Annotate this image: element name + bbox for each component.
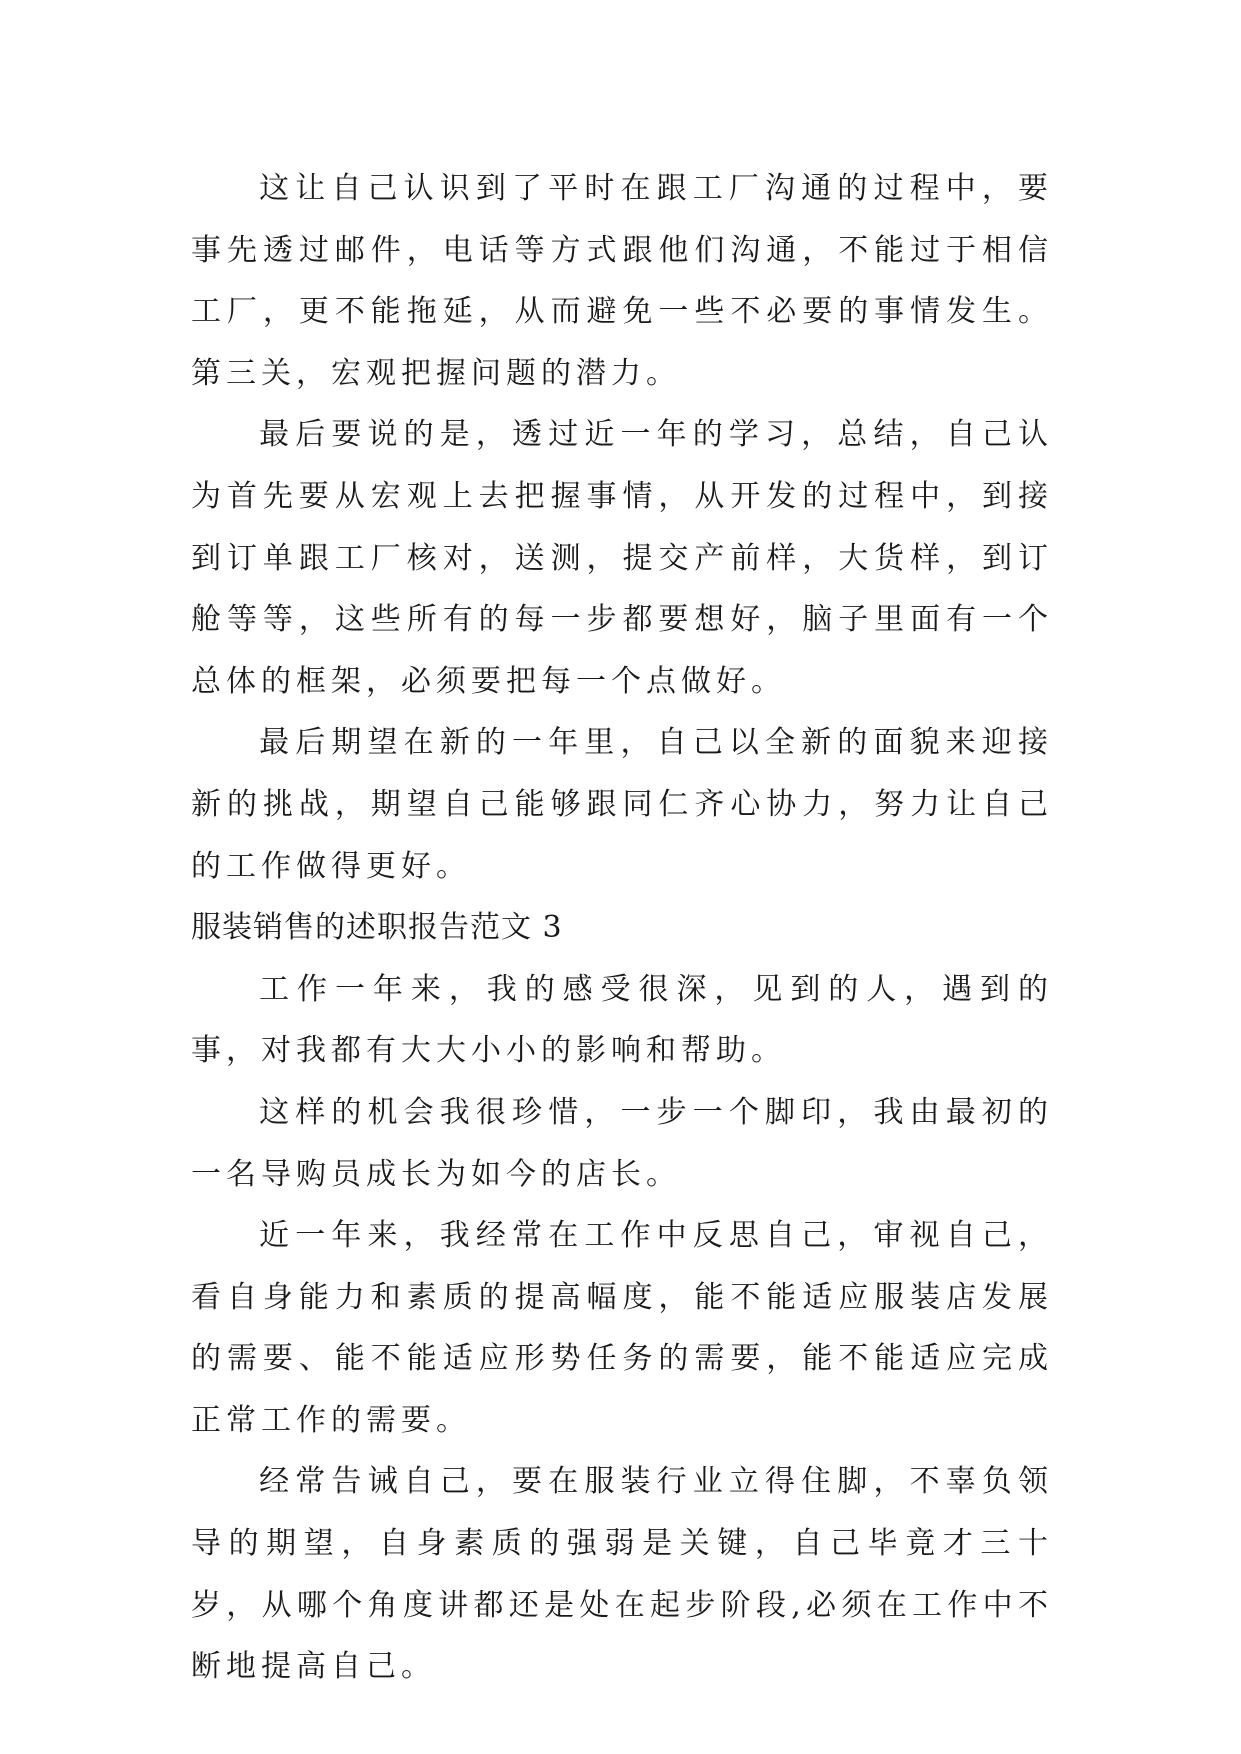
- paragraph-1: 这让自己认识到了平时在跟工厂沟通的过程中，要事先透过邮件，电话等方式跟他们沟通，不能过于相信工厂，更不能拖延，从而避免一些不必要的事情发生。第三关，宏观把握问题的潜力。: [191, 171, 1053, 391]
- paragraph-3: 最后期望在新的一年里，自己以全新的面貌来迎接新的挑战，期望自己能够跟同仁齐心协力，努力让自己的工作做得更好。: [191, 725, 1053, 884]
- paragraph-6: 近一年来，我经常在工作中反思自己，审视自己，看自身能力和素质的提高幅度，能不能适应服装店发展的需要、能不能适应形势任务的需要，能不能适应完成正常工作的需要。: [191, 1218, 1053, 1438]
- paragraph-4: 工作一年来，我的感受很深，见到的人，遇到的事，对我都有大大小小的影响和帮助。: [191, 971, 1053, 1069]
- paragraph-7: 经常告诫自己，要在服装行业立得住脚，不辜负领导的期望，自身素质的强弱是关键，自己毕竟才三十岁，从哪个角度讲都还是处在起步阶段,必须在工作中不断地提高自己。: [191, 1464, 1053, 1685]
- paragraph-5: 这样的机会我很珍惜，一步一个脚印，我由最初的一名导购员成长为如今的店长。: [191, 1094, 1053, 1192]
- document-body: [191, 158, 1053, 1698]
- section-heading: 服装销售的述职报告范文 3: [191, 910, 563, 946]
- paragraph-2: 最后要说的是，透过近一年的学习，总结，自己认为首先要从宏观上去把握事情，从开发的过程中，到接到订单跟工厂核对，送测，提交产前样，大货样，到订舱等等，这些所有的每一步都要想好，脑子里面有一个总体的框架，必须要把每一个点做好。: [191, 417, 1053, 699]
